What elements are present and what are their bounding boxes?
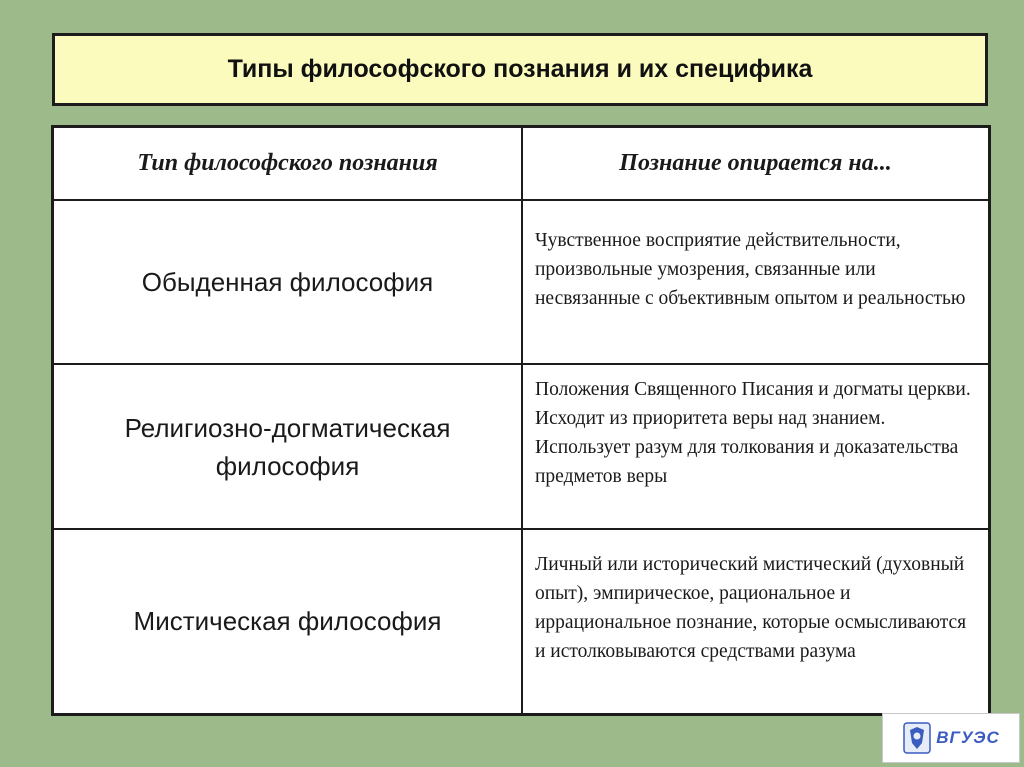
philosophy-types-table — [51, 125, 991, 716]
table-row — [54, 364, 988, 528]
table-header-row — [54, 128, 988, 200]
logo-text: ВГУЭС — [936, 728, 1000, 747]
column-header-basis: Познание опирается на... — [522, 128, 988, 200]
basis-description-cell: Чувственное восприятие действительности, произвольные умозрения, связанные или несвязанные с объективным опытом и реальностью — [522, 200, 988, 364]
slide-title: Типы философского познания и их специфика — [227, 55, 813, 83]
basis-description-cell: Положения Священного Писания и догматы церкви. Исходит из приоритета веры над знанием. Использует разум для толкования и доказательства предметов веры — [522, 364, 988, 528]
philosophy-type-cell: Религиозно-догматическая философия — [54, 364, 522, 528]
basis-description-cell: Личный или исторический мистический (духовный опыт), эмпирическое, рациональное и иррациональное познание, которые осмысливаются и истолковываются средствами разума — [522, 529, 988, 713]
table-row — [54, 200, 988, 364]
philosophy-type-cell: Мистическая философия — [54, 529, 522, 713]
university-logo — [882, 713, 1020, 763]
table-row — [54, 529, 988, 713]
university-emblem-icon — [902, 721, 932, 755]
column-header-type: Тип философского познания — [54, 128, 522, 200]
slide-title-box — [52, 33, 988, 106]
philosophy-type-cell: Обыденная философия — [54, 200, 522, 364]
